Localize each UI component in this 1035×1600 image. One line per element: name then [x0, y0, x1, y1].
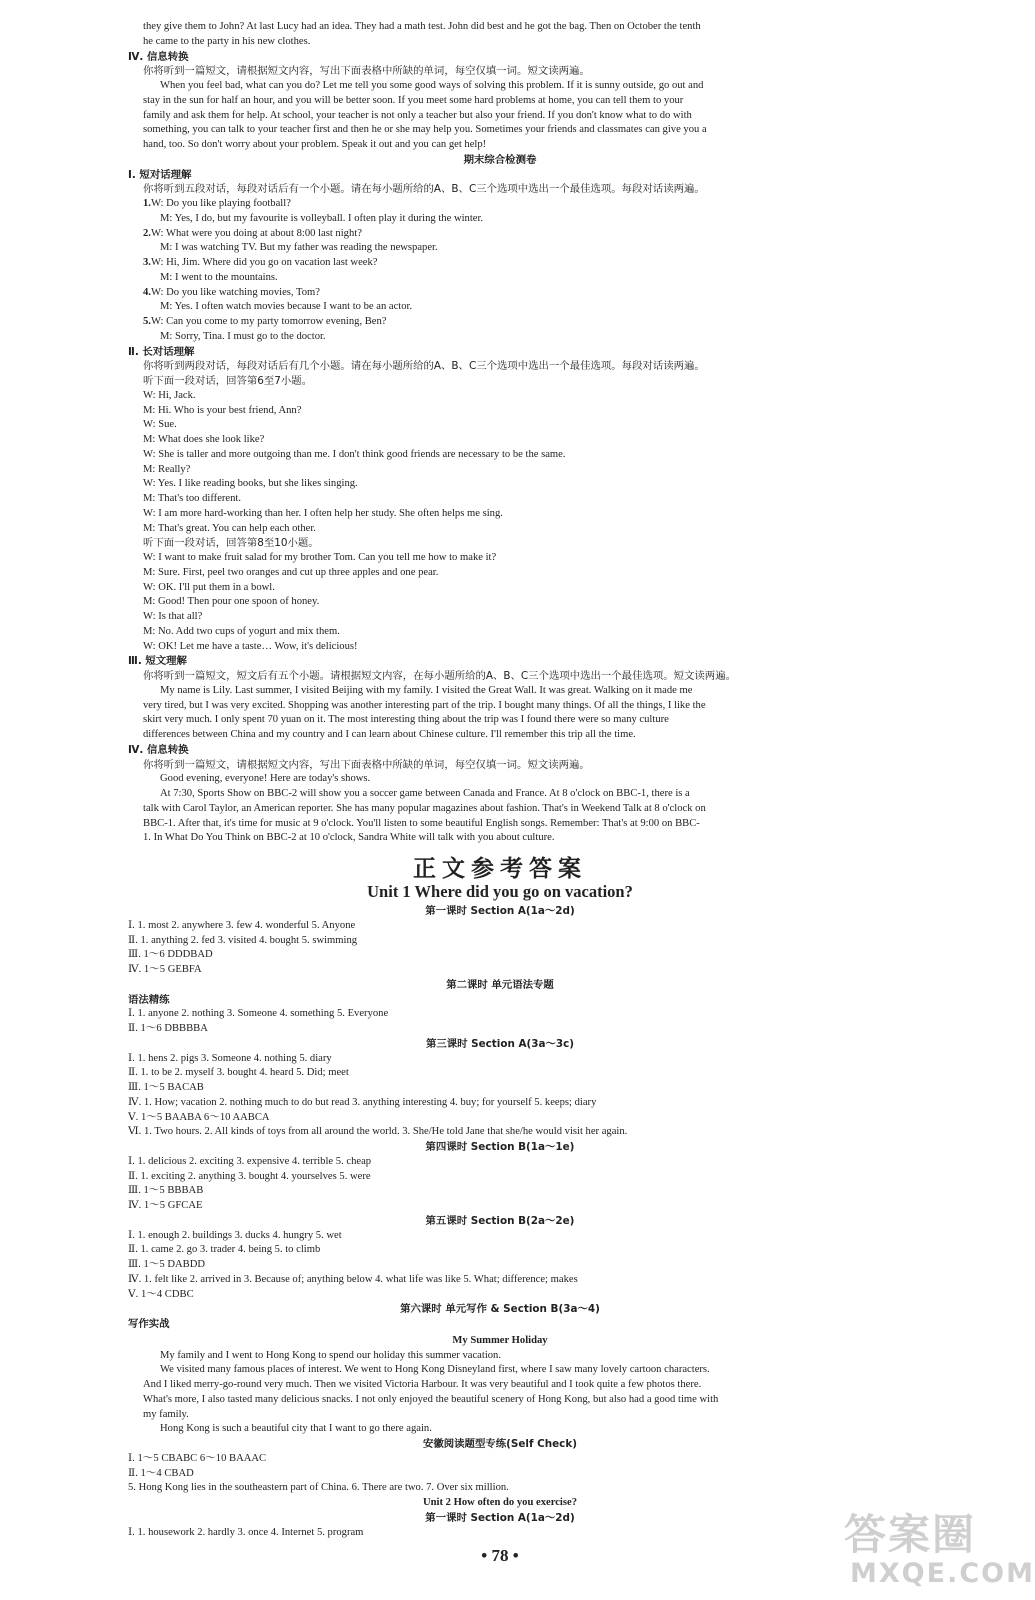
dialogue-line: M: Yes, I do, but my favourite is volleyball. I often play it during the winter. — [160, 212, 484, 224]
text-line: When you feel bad, what can you do? Let me tell you some good ways of solving this problem. If it is sunny outside, go out and — [160, 80, 704, 91]
dialogue-line: M: I went to the mountains. — [160, 271, 278, 283]
answer-line: Ⅱ. 1. anything 2. fed 3. visited 4. bought 5. swimming — [128, 934, 358, 946]
section-heading: Ⅲ. 短文理解 — [128, 655, 187, 668]
essay-line: My family and I went to Hong Kong to spend our holiday this summer vacation. — [160, 1349, 502, 1361]
essay-title: My Summer Holiday — [452, 1334, 548, 1346]
essay-line: Hong Kong is such a beautiful city that I want to go there again. — [160, 1423, 432, 1435]
essay-line: my family. — [143, 1408, 189, 1420]
dialogue-line: W: Can you come to my party tomorrow evening, Ben? — [150, 316, 387, 327]
text-line: hand, too. So don't worry about your problem. Speak it out and you can get help! — [143, 139, 487, 150]
dialogue-line: M: Really? — [143, 463, 191, 475]
dialogue-line: W: Yes. I like reading books, but she likes singing. — [143, 478, 358, 490]
text-line: he came to the party in his new clothes. — [143, 35, 311, 47]
item-number: 2. — [143, 227, 151, 239]
lesson-heading: 第一课时 Section A(1a～2d) — [425, 1511, 575, 1524]
section-heading: Ⅰ. 短对话理解 — [128, 168, 192, 181]
dialogue-line: W: OK! Let me have a taste… Wow, it's delicious! — [143, 640, 358, 652]
answer-line: Ⅵ. 1. Two hours. 2. All kinds of toys from all around the world. 3. She/He told Jane that she/he would visit her again. — [128, 1126, 628, 1138]
unit2-title: Unit 2 How often do you exercise? — [423, 1497, 577, 1508]
dialogue-item — [143, 315, 387, 329]
essay-line: What's more, I also tasted many delicious snacks. I not only enjoyed the beautiful scenery of Hong Kong, but also had a good time with — [143, 1393, 719, 1405]
answer-line: Ⅰ. 1. delicious 2. exciting 3. expensive 4. terrible 5. cheap — [128, 1155, 372, 1167]
answer-line: Ⅳ. 1. How; vacation 2. nothing much to do but read 3. anything interesting 4. buy; for yourself 5. keeps; diary — [128, 1096, 597, 1108]
text-line: At 7:30, Sports Show on BBC-2 will show you a soccer game between Canada and France. At 8 o'clock on BBC-1, there is a — [160, 788, 690, 799]
dialogue-line: M: Hi. Who is your best friend, Ann? — [143, 404, 302, 416]
page-number: • 78 • — [481, 1546, 519, 1566]
answer-line: 5. Hong Kong lies in the southeastern part of China. 6. There are two. 7. Over six million. — [128, 1482, 509, 1494]
dialogue-line: W: What were you doing at about 8:00 last night? — [150, 227, 362, 239]
lesson-heading: 第三课时 Section A(3a～3c) — [425, 1037, 575, 1050]
dialogue-line: M: I was watching TV. But my father was reading the newspaper. — [160, 242, 438, 254]
essay-line: We visited many famous places of interest. We went to Hong Kong Disneyland first, where I saw many lovely cartoon characters. — [160, 1364, 710, 1376]
answer-line: Ⅴ. 1～5 BAABA 6～10 AABCA — [128, 1111, 270, 1123]
answer-line: Ⅲ. 1～5 BBBAB — [128, 1185, 204, 1197]
dialogue-line: W: OK. I'll put them in a bowl. — [143, 581, 275, 593]
answer-line: Ⅰ. 1. most 2. anywhere 3. few 4. wonderful 5. Anyone — [128, 919, 356, 931]
answer-line: Ⅱ. 1～6 DBBBBA — [128, 1023, 208, 1034]
text-line: they give them to John? At last Lucy had an idea. They had a math test. John did best and he got the bag. Then on October the tenth — [143, 21, 701, 32]
item-number: 1. — [143, 198, 151, 209]
exam-title: 期末综合检测卷 — [463, 153, 537, 166]
text-line: skirt very much. I only spent 70 yuan on it. The most interesting thing about the trip was I found there were so many culture — [143, 714, 669, 726]
dialogue-line: W: Hi, Jack. — [143, 389, 196, 401]
dialogue-line: M: Good! Then pour one spoon of honey. — [143, 596, 320, 608]
section-heading: Ⅳ. 信息转换 — [128, 50, 189, 63]
answer-line: Ⅳ. 1. felt like 2. arrived in 3. Because of; anything below 4. what life was like 5. What; difference; makes — [128, 1273, 578, 1285]
text-line: family and ask them for help. At school, your teacher is not only a teacher but also your friend. If you don't know what to do with — [143, 109, 692, 121]
item-number: 3. — [143, 257, 151, 268]
answer-line: Ⅰ. 1～5 CBABC 6～10 BAAAC — [128, 1452, 267, 1464]
lesson-heading: 第一课时 Section A(1a～2d) — [425, 905, 575, 917]
unit-title: Unit 1 Where did you go on vacation? — [367, 882, 633, 901]
answer-line: Ⅰ. 1. enough 2. buildings 3. ducks 4. hungry 5. wet — [128, 1229, 342, 1241]
answer-line: Ⅱ. 1. came 2. go 3. trader 4. being 5. to climb — [128, 1244, 321, 1256]
text-line: differences between China and my country and I can learn about Chinese culture. I'll remember this trip all the time. — [143, 729, 636, 740]
answer-line: Ⅱ. 1～4 CBAD — [128, 1467, 194, 1479]
item-number: 4. — [143, 286, 151, 298]
text-line: My name is Lily. Last summer, I visited Beijing with my family. I visited the Great Wall. It was great. Walking on it made me — [160, 684, 693, 696]
answer-line: Ⅰ. 1. anyone 2. nothing 3. Someone 4. something 5. Everyone — [128, 1008, 389, 1020]
answer-line: Ⅲ. 1～5 DABDD — [128, 1259, 206, 1270]
text-line: something, you can talk to your teacher first and then he or she may help you. Sometimes your friends and classmates can give you a — [143, 124, 707, 136]
instruction: 你将听到一篇短文，短文后有五个小题。请根据短文内容，在每小题所给的A、B、C三个选项中选出一个最佳选项。短文读两遍。 — [143, 670, 736, 682]
section-heading: Ⅳ. 信息转换 — [128, 743, 189, 756]
dialogue-line: M: That's great. You can help each other. — [143, 522, 316, 534]
lesson-heading: 第四课时 Section B(1a～1e) — [425, 1141, 575, 1153]
answer-line: Ⅰ. 1. housework 2. hardly 3. once 4. Internet 5. program — [128, 1526, 364, 1538]
text-line: 1. In What Do You Think on BBC-2 at 10 o'clock, Sandra White will talk with you about culture. — [143, 832, 555, 844]
dialogue-line: M: Yes. I often watch movies because I want to be an actor. — [160, 301, 413, 313]
text-line: BBC-1. After that, it's time for music at 9 o'clock. You'll listen to some beautiful English songs. Remember: That's at 9:00 on BBC- — [143, 817, 700, 829]
dialogue-item — [143, 256, 377, 270]
answer-line: Ⅳ. 1～5 GEBFA — [128, 964, 202, 975]
dialogue-line: M: That's too different. — [143, 493, 242, 504]
dialogue-line: W: Hi, Jim. Where did you go on vacation last week? — [150, 257, 378, 268]
instruction: 你将听到两段对话，每段对话后有几个小题。请在每小题所给的A、B、C三个选项中选出一个最佳选项。每段对话读两遍。 — [143, 360, 705, 373]
subsection-label: 语法精练 — [128, 993, 170, 1006]
lesson-heading: 安徽阅读题型专练(Self Check) — [423, 1438, 577, 1450]
dialogue-item — [143, 227, 362, 241]
instruction: 你将听到五段对话，每段对话后有一个小题。请在每小题所给的A、B、C三个选项中选出一个最佳选项。每段对话读两遍。 — [143, 183, 705, 196]
instruction: 你将听到一篇短文，请根据短文内容，写出下面表格中所缺的单词，每空仅填一词。短文读两遍。 — [143, 65, 590, 78]
watermark-en: MXQE.COM — [850, 1558, 1035, 1589]
dialogue-line: 听下面一段对话，回答第6至7小题。 — [143, 375, 313, 387]
lesson-heading: 第二课时 单元语法专题 — [446, 978, 554, 991]
text-line: talk with Carol Taylor, an American reporter. She has many popular magazines about fashion. That's in Weekend Talk at 8 o'clock on — [143, 802, 706, 814]
dialogue-line: W: Do you like watching movies, Tom? — [150, 286, 320, 298]
dialogue-line: M: Sure. First, peel two oranges and cut up three apples and one pear. — [143, 566, 439, 578]
item-number: 5. — [143, 316, 151, 327]
answer-line: Ⅱ. 1. to be 2. myself 3. bought 4. heard 5. Did; meet — [128, 1067, 349, 1079]
dialogue-item — [143, 197, 291, 211]
dialogue-item — [143, 286, 320, 300]
text-line: stay in the sun for half an hour, and you will be better soon. If you meet some hard problems at home, you can tell them to your — [143, 94, 684, 106]
dialogue-line: W: Do you like playing football? — [150, 198, 291, 209]
dialogue-line: M: What does she look like? — [143, 434, 265, 445]
answer-line: Ⅳ. 1～5 GFCAE — [128, 1200, 203, 1211]
text-line: very tired, but I was very excited. Shopping was another interesting part of the trip. I bought many things. Of all the things, I like the — [143, 699, 706, 711]
section-heading: Ⅱ. 长对话理解 — [128, 345, 195, 358]
answer-line: Ⅴ. 1～4 CDBC — [128, 1288, 194, 1300]
essay-line: And I liked merry-go-round very much. Then we visited Victoria Harbour. It was very beautiful and I took quite a few photos there. — [143, 1379, 702, 1390]
answer-line: Ⅲ. 1～5 BACAB — [128, 1082, 204, 1093]
watermark-cn: 答案圈 — [844, 1510, 977, 1559]
subsection-label: 写作实战 — [128, 1318, 170, 1330]
watermark-logo — [838, 1502, 1035, 1596]
dialogue-line: W: Sue. — [143, 419, 177, 431]
dialogue-line: 听下面一段对话，回答第8至10小题。 — [143, 537, 319, 550]
answer-line: Ⅲ. 1～6 DDDBAD — [128, 949, 213, 961]
text-line: Good evening, everyone! Here are today's shows. — [160, 773, 371, 785]
lesson-heading: 第五课时 Section B(2a～2e) — [425, 1214, 575, 1227]
dialogue-line: W: I want to make fruit salad for my brother Tom. Can you tell me how to make it? — [143, 552, 497, 563]
dialogue-line: M: No. Add two cups of yogurt and mix them. — [143, 625, 340, 637]
instruction: 你将听到一篇短文，请根据短文内容，写出下面表格中所缺的单词，每空仅填一词。短文读两遍。 — [143, 758, 590, 771]
dialogue-line: M: Sorry, Tina. I must go to the doctor. — [160, 330, 326, 342]
lesson-heading: 第六课时 单元写作 & Section B(3a～4) — [400, 1303, 600, 1316]
answers-title: 正文参考答案 — [413, 856, 587, 882]
dialogue-line: W: Is that all? — [143, 611, 203, 622]
dialogue-line: W: She is taller and more outgoing than me. I don't think good friends are necessary to be the same. — [143, 448, 566, 460]
dialogue-line: W: I am more hard-working than her. I often help her study. She often helps me sing. — [143, 507, 503, 519]
answer-line: Ⅰ. 1. hens 2. pigs 3. Someone 4. nothing 5. diary — [128, 1052, 332, 1064]
answer-line: Ⅱ. 1. exciting 2. anything 3. bought 4. yourselves 5. were — [128, 1170, 371, 1182]
